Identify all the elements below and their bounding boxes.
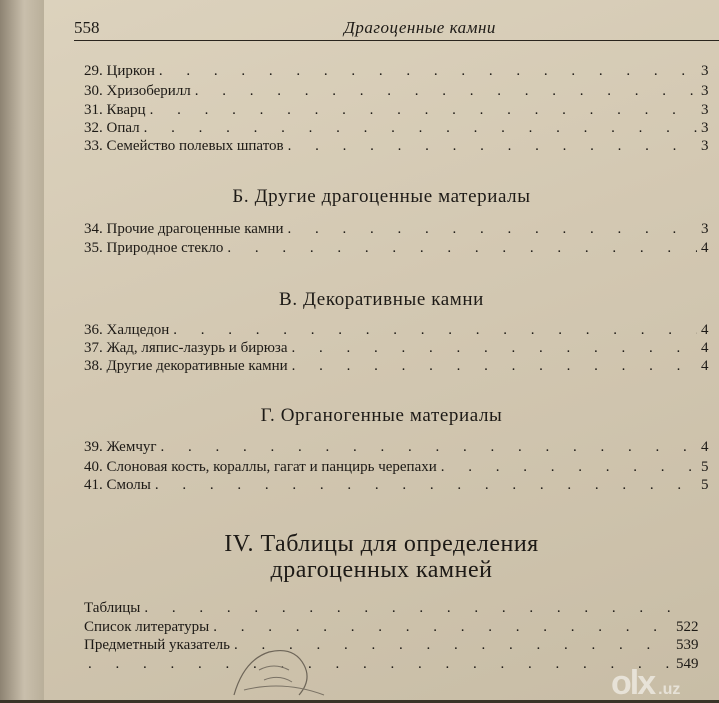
olx-logo: olx: [611, 664, 655, 702]
toc-entry-label: 35. Природное стекло: [84, 240, 224, 256]
leader-dots: [144, 600, 672, 617]
toc-entry-page: 4: [701, 340, 709, 356]
toc-entry-page: 4: [701, 358, 709, 374]
leader-dots: [161, 439, 697, 456]
leader-dots: [292, 340, 697, 357]
toc-entry: [84, 321, 719, 339]
toc-entry: [84, 62, 719, 80]
part-title-line2: драгоценных камней: [270, 557, 493, 583]
toc-entry: [84, 476, 719, 494]
toc-entry: [84, 119, 719, 137]
toc-entry-label: 31. Кварц: [84, 102, 146, 118]
toc-entry: [84, 339, 719, 357]
toc-entry-label: 32. Опал: [84, 120, 140, 136]
toc-entry-label: 36. Халцедон: [84, 322, 170, 338]
leader-dots: [173, 322, 697, 339]
leader-dots: [287, 221, 697, 238]
toc-entry: [84, 636, 704, 654]
adjacent-page-edge: [0, 0, 44, 700]
toc-entry-page: 3: [701, 138, 709, 154]
toc-entry: [84, 82, 719, 100]
toc-entry-page: 4: [701, 322, 709, 338]
toc-entry-label: 40. Слоновая кость, кораллы, гагат и панцирь черепахи: [84, 459, 437, 475]
leader-dots: [213, 619, 672, 636]
toc-entry: [84, 239, 719, 257]
olx-domain: .uz: [658, 681, 681, 698]
toc-entry-page: 5: [701, 459, 709, 475]
toc-entry-label: 37. Жад, ляпис-лазурь и бирюза: [84, 340, 288, 356]
toc-entry-page: 3: [701, 120, 709, 136]
leader-dots: [227, 240, 697, 257]
toc-entry-label: Список литературы: [84, 619, 210, 635]
toc-entry: [84, 618, 704, 636]
toc-entry: [84, 220, 719, 238]
book-page: [44, 0, 719, 700]
toc-entry-label: 33. Семейство полевых шпатов: [84, 138, 284, 154]
page-number: 558: [74, 18, 100, 37]
running-head: [74, 14, 719, 41]
part-title-line1: IV. Таблицы для определения: [224, 531, 539, 557]
toc-entry-page: 3: [701, 83, 709, 99]
toc-entry-page: 522: [676, 619, 699, 635]
pencil-doodle: [224, 640, 344, 700]
toc-entry-label: 30. Хризоберилл: [84, 83, 191, 99]
leader-dots: [288, 138, 697, 155]
toc-entry-page: 5: [701, 477, 709, 493]
running-title: Драгоценные камни: [344, 18, 496, 37]
toc-entry-label: Предметный указатель: [84, 637, 230, 653]
toc-entry-label: Таблицы: [84, 600, 141, 616]
toc-entry-page: 3: [701, 221, 709, 237]
toc-entry-page: 3: [701, 63, 709, 79]
leader-dots: [292, 358, 697, 375]
toc-entry: [84, 137, 719, 155]
toc-entry-page: 4: [701, 439, 709, 455]
toc-entry-page: 3: [701, 102, 709, 118]
toc-entry: [84, 357, 719, 375]
leader-dots: [150, 102, 697, 119]
toc-entry-page: 549: [676, 656, 699, 672]
toc-entry: [84, 599, 704, 617]
section-title: В. Декоративные камни: [279, 289, 484, 310]
leader-dots: [155, 477, 697, 494]
toc-entry-label: 38. Другие декоративные камни: [84, 358, 288, 374]
toc-entry: [84, 438, 719, 456]
leader-dots: [441, 459, 697, 476]
toc-entry: [84, 458, 719, 476]
toc-entry-label: 41. Смолы: [84, 477, 151, 493]
section-title: Б. Другие драгоценные материалы: [232, 186, 531, 207]
toc-entry-page: 539: [676, 637, 699, 653]
toc-entry: [84, 101, 719, 119]
leader-dots: [195, 83, 697, 100]
leader-dots: [159, 63, 697, 80]
leader-dots: [144, 120, 697, 137]
toc-entry-page: 4: [701, 240, 709, 256]
toc-entry-label: 34. Прочие драгоценные камни: [84, 221, 284, 237]
toc-entry-label: 29. Циркон: [84, 63, 155, 79]
leader-dots: [88, 656, 672, 673]
toc-entry-label: 39. Жемчуг: [84, 439, 157, 455]
olx-watermark: [611, 664, 680, 703]
section-title: Г. Органогенные материалы: [260, 405, 503, 426]
